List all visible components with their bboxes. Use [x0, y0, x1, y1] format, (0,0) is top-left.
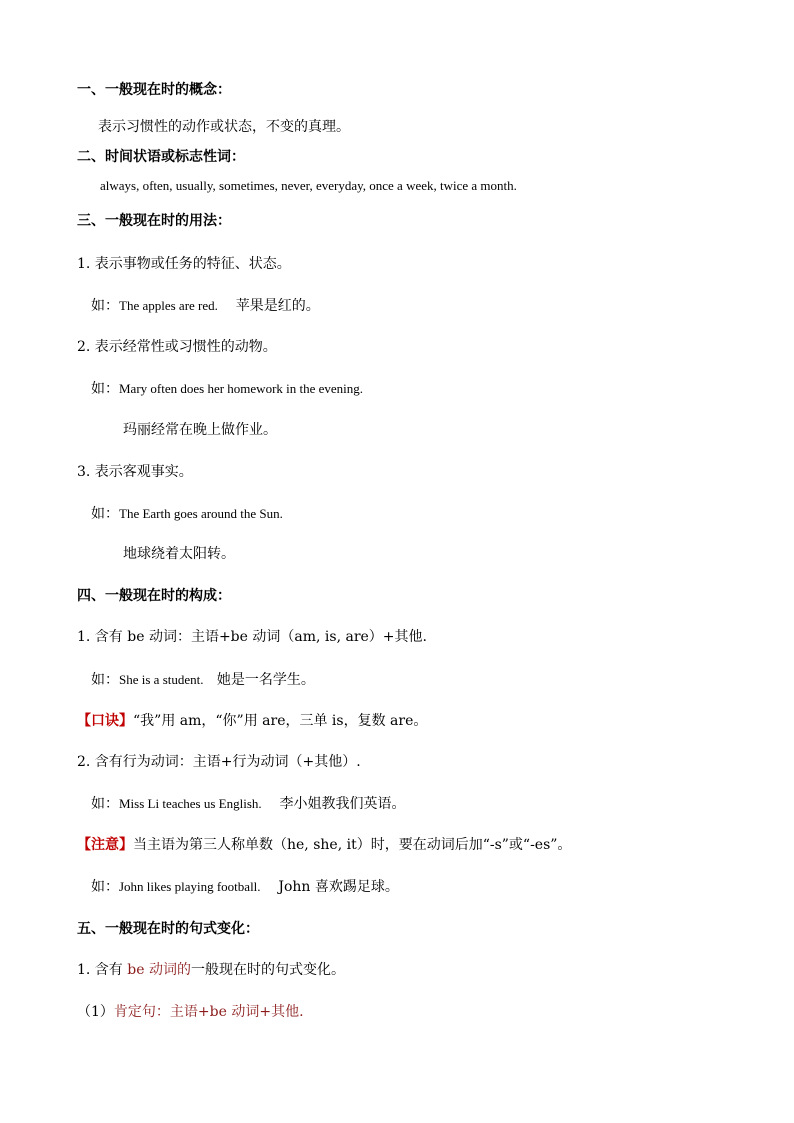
example-en: Miss Li teaches us English.	[119, 796, 262, 811]
section-4-item-2: 2. 含有行为动词：主语+行为动词（+其他）.	[77, 754, 361, 770]
section-1-heading: 一、一般现在时的概念：	[77, 82, 231, 98]
example-prefix: 如：	[91, 298, 119, 314]
section-3-item-3-translation: 地球绕着太阳转。	[123, 546, 235, 562]
section-5-sub-1	[77, 1002, 304, 1022]
example-prefix: 如：	[91, 879, 119, 895]
section-3-item-2-translation: 玛丽经常在晚上做作业。	[123, 422, 277, 438]
example-prefix: 如：	[91, 381, 119, 397]
sub-prefix: （1）	[77, 1004, 114, 1020]
example-zh: John 喜欢踢足球。	[278, 879, 399, 895]
example-zh: 她是一名学生。	[216, 672, 315, 688]
tip-text: “我”用 am，“你”用 are，三单 is，复数 are。	[133, 713, 428, 729]
sub-highlight: 肯定句：主语+be 动词+其他.	[113, 1004, 304, 1020]
section-3-item-3: 3. 表示客观事实。	[77, 464, 193, 480]
section-5-heading: 五、一般现在时的句式变化：	[77, 921, 259, 937]
example-en: Mary often does her homework in the evening.	[119, 381, 364, 396]
tip-label: 【口诀】	[77, 713, 133, 729]
example-zh: 苹果是红的。	[235, 298, 320, 314]
section-4-item-3-example	[91, 877, 399, 897]
section-4-item-1-example	[91, 670, 315, 690]
section-4-item-2-example	[91, 794, 405, 814]
section-3-item-1-example	[91, 296, 320, 316]
example-zh: 李小姐教我们英语。	[279, 796, 406, 812]
section-3-item-2-example	[91, 379, 363, 399]
example-en: The Earth goes around the Sun.	[119, 506, 283, 521]
item-post: 一般现在时的句式变化。	[190, 962, 345, 978]
item-pre: 1. 含有	[77, 962, 128, 978]
tip-label: 【注意】	[77, 837, 133, 853]
example-prefix: 如：	[91, 796, 119, 812]
example-en: John likes playing football.	[119, 879, 261, 894]
item-highlight: be 动词的	[127, 962, 191, 978]
section-2-text: always, often, usually, sometimes, never, everyday, once a week, twice a month.	[100, 178, 517, 193]
section-4-tip-2	[77, 835, 571, 855]
section-1-text: 表示习惯性的动作或状态，不变的真理。	[98, 119, 350, 135]
section-3-item-1: 1. 表示事物或任务的特征、状态。	[77, 256, 291, 272]
section-4-item-1: 1. 含有 be 动词：主语+be 动词（am, is, are）+其他.	[77, 629, 427, 645]
section-4-tip-1	[77, 711, 427, 731]
example-en: The apples are red.	[119, 298, 218, 313]
section-3-item-3-example	[91, 504, 283, 524]
section-3-item-2: 2. 表示经常性或习惯性的动物。	[77, 339, 277, 355]
section-5-item-1	[77, 960, 345, 980]
section-4-heading: 四、一般现在时的构成：	[77, 588, 231, 604]
example-en: She is a student.	[119, 672, 204, 687]
section-3-heading: 三、一般现在时的用法：	[77, 213, 231, 229]
example-prefix: 如：	[91, 672, 119, 688]
example-prefix: 如：	[91, 506, 119, 522]
tip-text: 当主语为第三人称单数（he, she, it）时，要在动词后加“-s”或“-es”。	[133, 837, 572, 853]
section-2-heading: 二、时间状语或标志性词：	[77, 149, 245, 165]
